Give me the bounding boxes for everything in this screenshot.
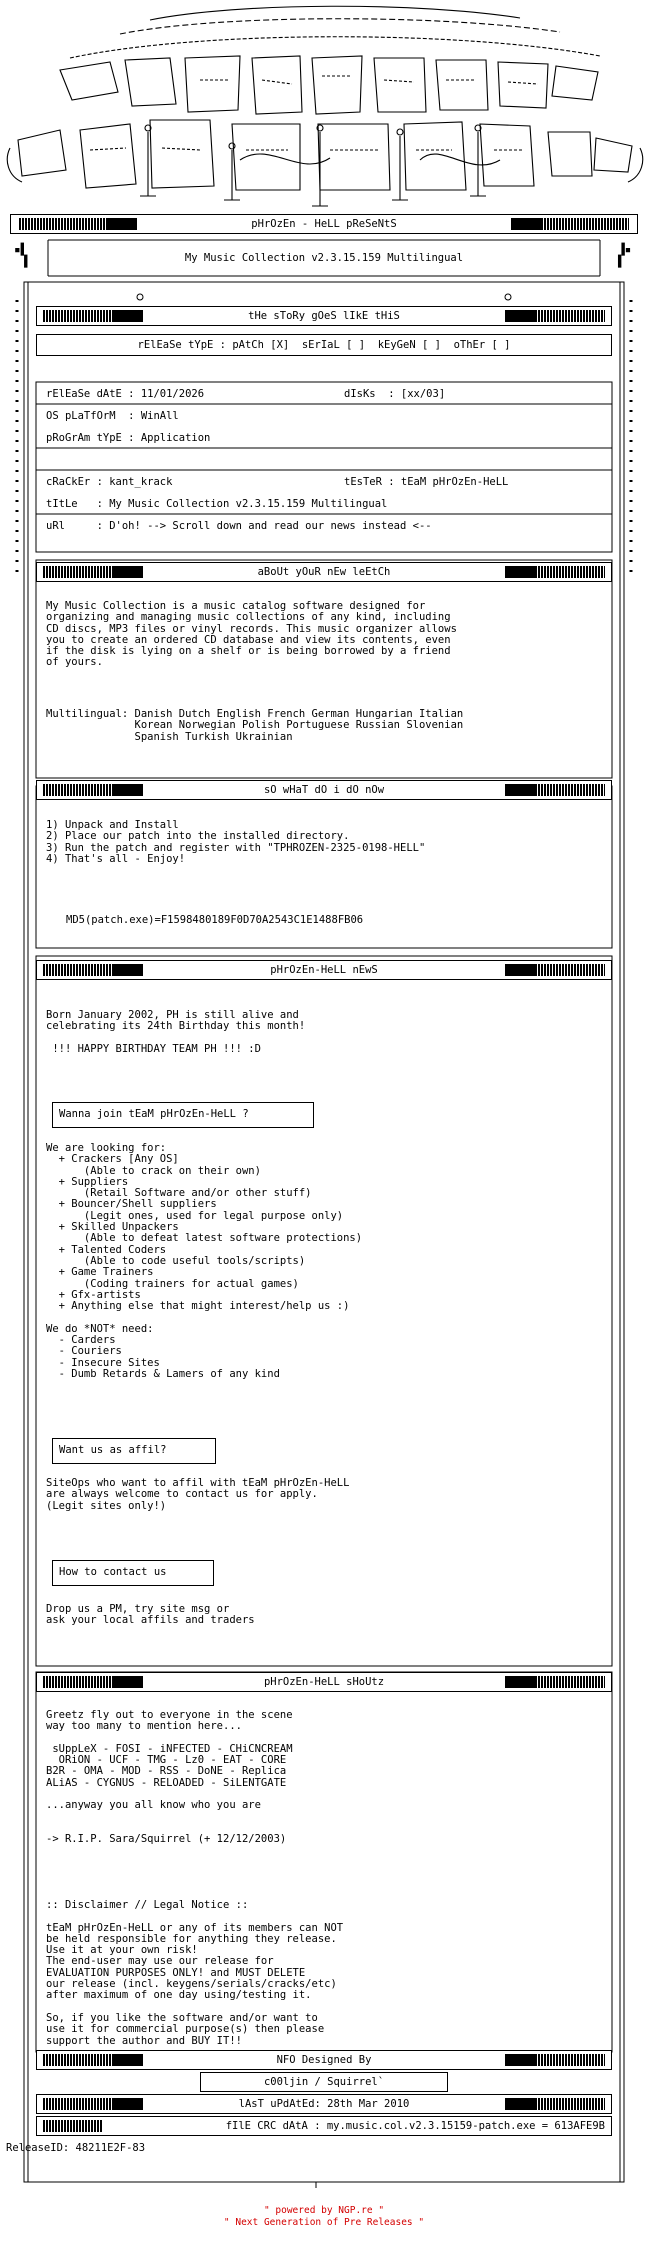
nfo-designed-label: NFO Designed By [276,2054,372,2066]
contact-text: Drop us a PM, try site msg or ask your local affils and traders [46,1603,255,1627]
birthday-news: Born January 2002, PH is still alive and celebrating its 24th Birthday this month! !!! HAPPY BIRTHDAY TEAM PH !!! :D [46,1009,306,1055]
release-id: ReleaseID: 48211E2F-83 [6,2142,146,2154]
program-type: pRoGrAm tYpE : Application [46,432,211,444]
crc-bar [36,2116,612,2136]
cracker: cRaCkEr : kant_krack [46,476,173,488]
news-bar [36,960,612,980]
last-updated: lAsT uPdAtEd: 28th Mar 2010 [238,2098,410,2110]
last-updated-bar [36,2094,612,2114]
affil-text: SiteOps who want to affil with tEaM pHrOzEn-HeLL are always welcome to contact us for apply. (Legit sites only!) [46,1477,350,1512]
presents-bar [10,214,638,234]
release-name: tItLe : My Music Collection v2.3.15.159 Multilingual [46,498,388,510]
shoutz-heading: pHrOzEn-HeLL sHoUtz [263,1676,385,1688]
crc-data: fIlE CRC dAtA : my.music.col.v2.3.15159-patch.exe = 613AFE9B [225,2120,605,2132]
join-label: Wanna join tEaM pHrOzEn-HeLL ? [52,1102,314,1128]
contact-label: How to contact us [52,1560,214,1586]
disclaimer: :: Disclaimer // Legal Notice :: tEaM pHrOzEn-HeLL or any of its members can NOT be held responsible for anything they release. Use it at your own risk! The end-user may use our release for EVALUATION PURPOSES ONLY! and MUST DELETE our release (incl. keygens/serials/cracks/etc) after maximum of one day using/testing it. So, if you like the software and/or want to use it for commercial purpose(s) then please support the author and BUY IT!! [46,1899,344,2047]
about-heading: aBoUt yOuR nEw leEtCh [257,566,391,578]
nfo-designed-bar [36,2050,612,2070]
news-heading: pHrOzEn-HeLL nEwS [270,964,378,976]
multilingual-list: Multilingual: Danish Dutch English French German Hungarian Italian Korean Norwegian Polish Portuguese Russian Slovenian Spanish Turkish Ukrainian [46,708,464,743]
release-date: rElEaSe dAtE : 11/01/2026 [46,388,205,400]
tester: tEsTeR : tEaM pHrOzEn-HeLL [344,476,509,488]
looking-for-list: We are looking for: + Crackers [Any OS] (Able to crack on their own) + Suppliers (Retail Software and/or other stuff) + Bouncer/Shell suppliers (Legit ones, used for legal purpose only) + Skilled Unpackers (Able to defeat latest software protections) + Talented Coders (Able to code useful tools/scripts) + Game Trainers (Coding trainers for actual games) + Gfx-artists + Anything else that might interest/help us :) We do *NOT* need: - Carders - Couriers - Insecure Sites - Dumb Retards & Lamers of any kind [46,1142,363,1380]
disks: dIsKs : [xx/03] [344,388,446,400]
release-title: My Music Collection v2.3.15.159 Multilingual [184,252,464,264]
about-description: My Music Collection is a music catalog software designed for organizing and managing music collections of any kind, including CD discs, MP3 files or vinyl records. This music organizer allows you to create an ordered CD database and view its contents, even if the disk is lying on a shelf or is being borrowed by a friend of yours. [46,600,457,669]
designer-box [200,2072,448,2092]
right-ornament: ▐▪ ▌ [618,243,632,268]
install-heading: sO wHaT dO i dO nOw [263,784,385,796]
left-ornament: ▪▌ ▐ [14,243,28,268]
designer-name: c00ljin / Squirrel` [263,2076,385,2088]
install-bar [36,780,612,800]
install-steps: 1) Unpack and Install 2) Place our patch into the installed directory. 3) Run the patch and register with "TPHROZEN-2325-0198-HELL" 4) That's all - Enjoy! [46,819,426,865]
greetz: Greetz fly out to everyone in the scene way too many to mention here... sUppLeX - FOSI - iNFECTED - CHiCNCREAM ORiON - UCF - TMG - Lz0 - EAT - CORE B2R - OMA - MOD - RSS - DoNE - Replica ALiAS - CYGNUS - RELOADED - SiLENTGATE ...anyway you all know who you are -> R.I.P. Sara/Squirrel (+ 12/12/2003) [46,1709,293,1846]
story-heading: tHe sToRy gOeS lIkE tHiS [248,310,400,322]
about-bar [36,562,612,582]
story-bar [36,306,612,326]
os-platform: OS pLaTfOrM : WinAll [46,410,179,422]
powered-by: " powered by NGP.re " [263,2205,385,2216]
affil-label: Want us as affil? [52,1438,216,1464]
phrozen-hell-ascii-logo [0,0,648,212]
next-generation: " Next Generation of Pre Releases " [223,2217,425,2228]
release-type-line: rElEaSe tYpE : pAtCh [X] sErIaL [ ] kEyGeN [ ] oThEr [ ] [137,339,511,351]
presents-label: pHrOzEn - HeLL pReSeNtS [251,218,397,230]
shoutz-bar [36,1672,612,1692]
md5-hash: MD5(patch.exe)=F1598480189F0D70A2543C1E1488FB06 [66,914,364,926]
url: uRl : D'oh! --> Scroll down and read our news instead <-- [46,520,432,532]
